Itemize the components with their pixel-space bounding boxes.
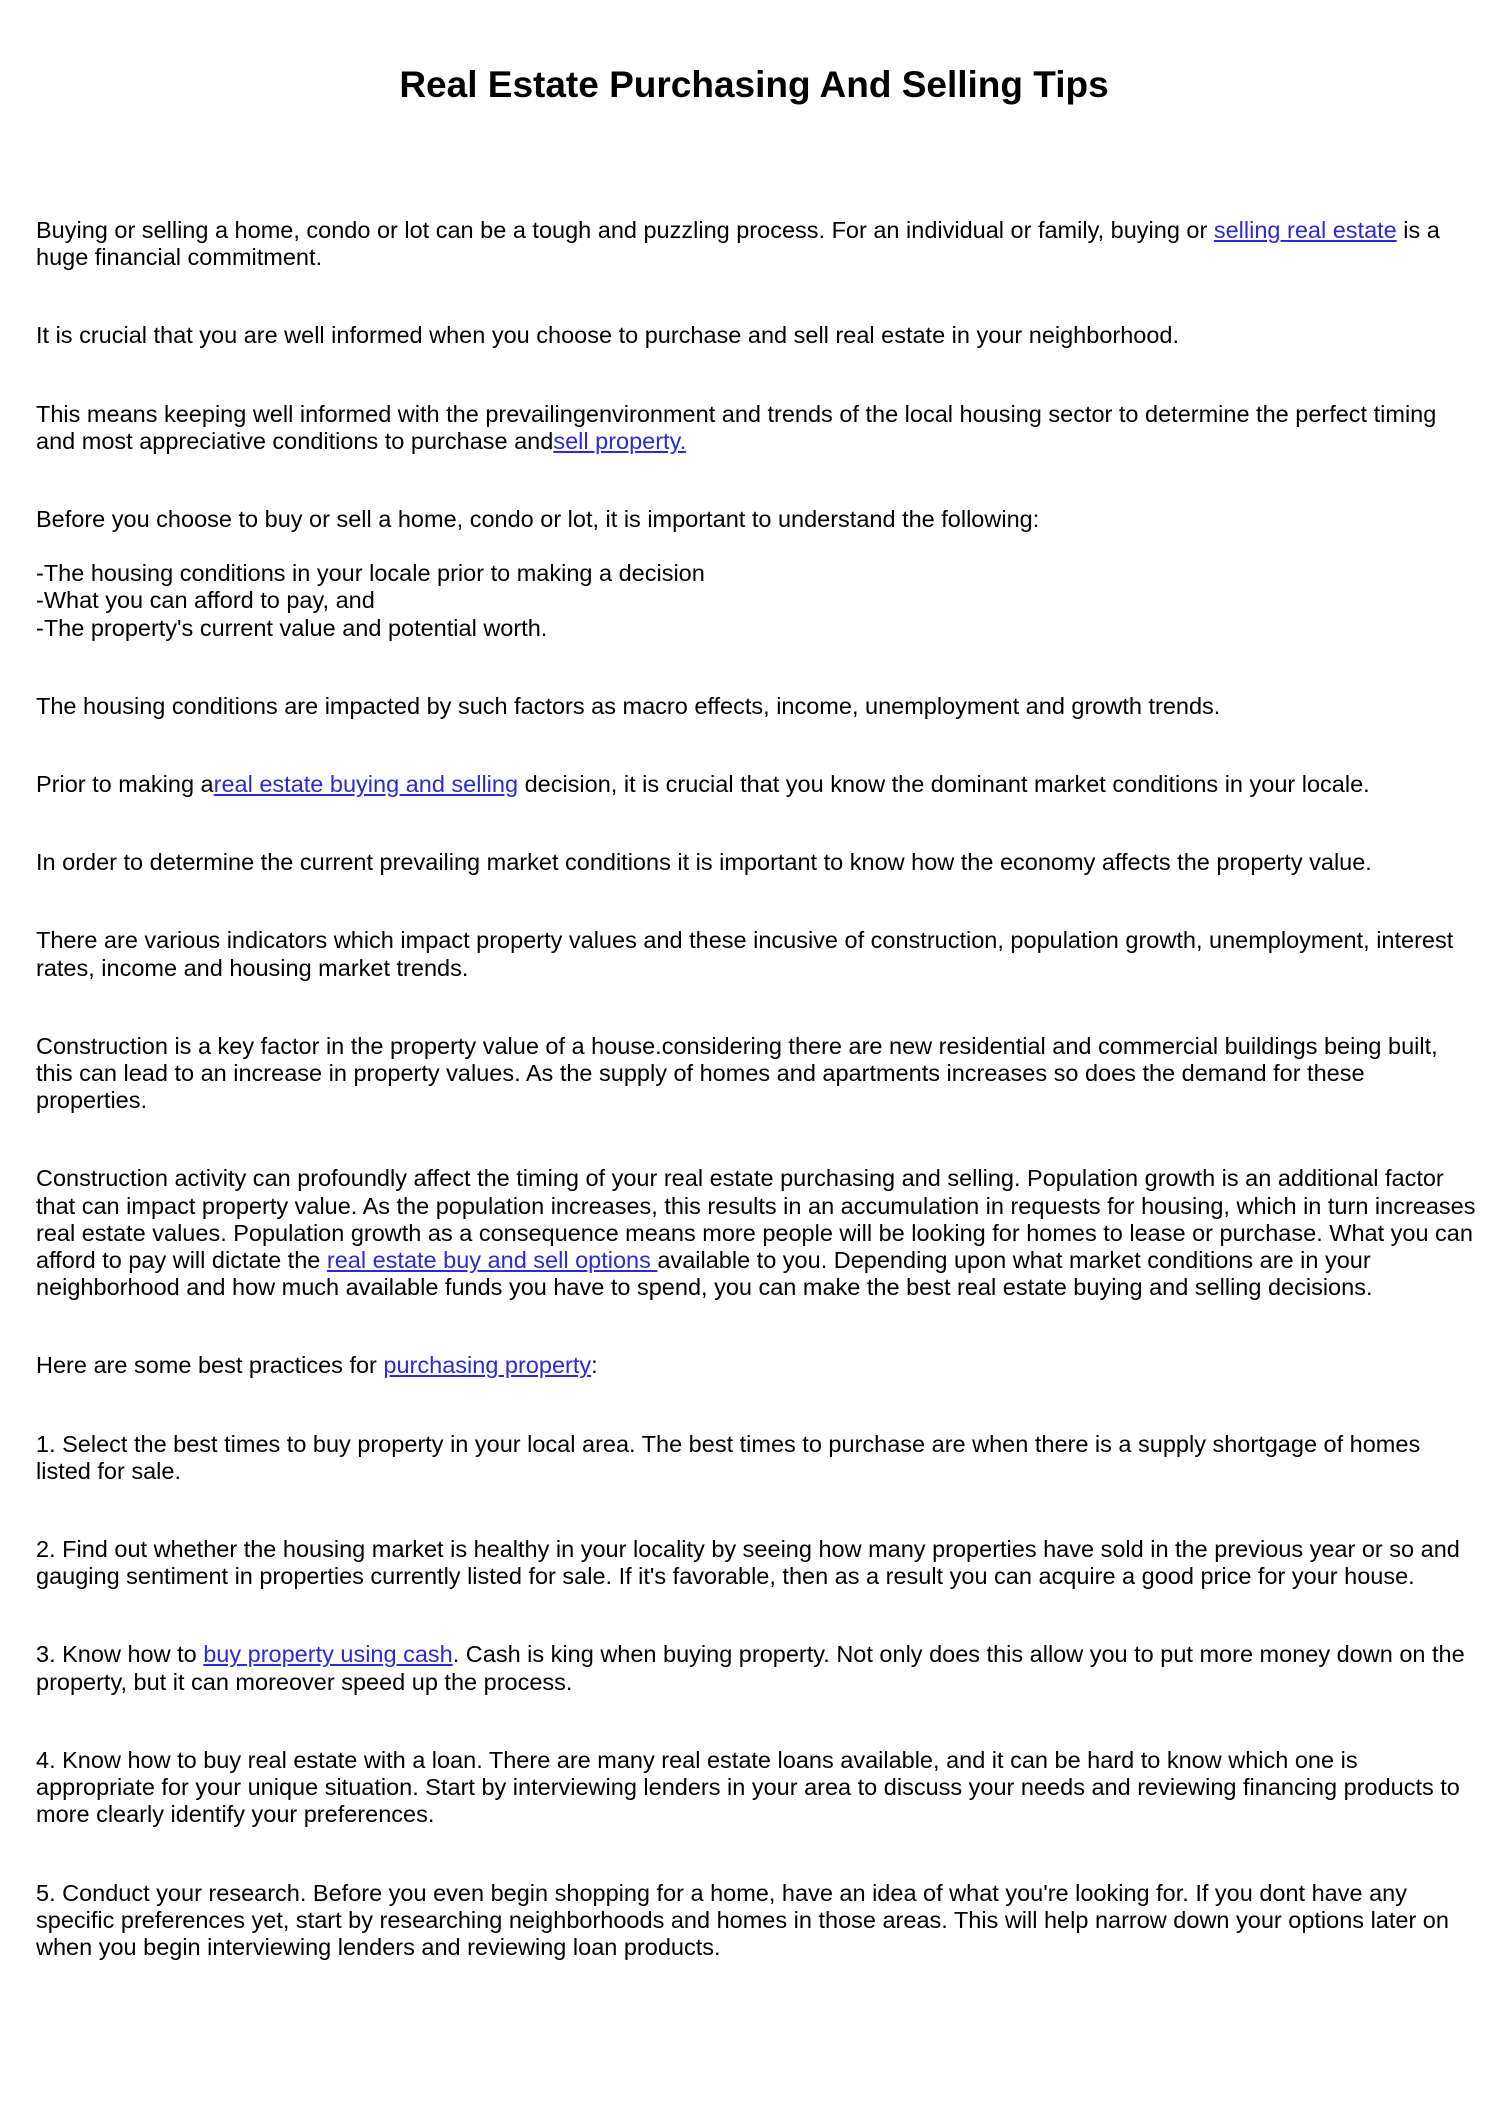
paragraph-trends (36, 401, 1476, 455)
list-item: -The housing conditions in your locale prior to making a decision (36, 560, 705, 587)
paragraph-text: Buying or selling a home, condo or lot can be a tough and puzzling process. For an individual or family, buying or (36, 217, 1214, 243)
paragraph-best-practices (36, 1352, 1476, 1379)
paragraph-text: This means keeping well informed with the prevailingenvironment and trends of the local housing sector to determine the perfect timing and most appreciative conditions to purchase and (36, 400, 1437, 454)
paragraph-intro (36, 217, 1476, 271)
paragraph-text: is a huge financial commitment. (36, 217, 1440, 271)
paragraph-indicators: There are various indicators which impact property values and these incusive of construction, population growth, unemployment, interest rates, income and housing market trends. (36, 927, 1454, 981)
paragraph-housing-conditions: The housing conditions are impacted by such factors as macro effects, income, unemployment and growth trends. (36, 692, 1221, 719)
paragraph-text: : (591, 1352, 598, 1379)
tip-3 (36, 1641, 1476, 1695)
list-item: -The property's current value and potential worth. (36, 614, 548, 641)
paragraph-text: Prior to making a (36, 771, 214, 798)
selling-real-estate-link[interactable]: selling real estate (1213, 217, 1397, 243)
list-item: -What you can afford to pay, and (36, 587, 375, 614)
paragraph-construction-activity (36, 1165, 1476, 1301)
buy-property-cash-link[interactable]: buy property using cash (203, 1641, 453, 1668)
paragraph-text: Here are some best practices for (36, 1352, 384, 1379)
sell-property-link[interactable]: sell property. (553, 427, 687, 454)
real-estate-buying-selling-link[interactable]: real estate buying and selling (213, 771, 519, 798)
considerations-list (36, 560, 1476, 642)
article-body (36, 217, 1476, 2012)
paragraph-prior-decision (36, 771, 1476, 798)
purchasing-property-link[interactable]: purchasing property (383, 1352, 592, 1379)
paragraph-text: available to you. Depending upon what market conditions are in your neighborhood and how much available funds you have to spend, you can make the best real estate buying and selling decisions. (36, 1247, 1373, 1301)
tip-5: 5. Conduct your research. Before you even begin shopping for a home, have an idea of what you're looking for. If you dont have any specific preferences yet, start by researching neighborhoods and homes in those areas. This will help narrow down your options later on when you begin interviewing lenders and reviewing loan products. (36, 1879, 1449, 1960)
tip-1: 1. Select the best times to buy property in your local area. The best times to purchase are when there is a supply shortgage of homes listed for sale. (36, 1430, 1421, 1484)
paragraph-economy: In order to determine the current prevailing market conditions it is important to know how the economy affects the property value. (36, 849, 1372, 876)
paragraph-text: decision, it is crucial that you know the dominant market conditions in your locale. (518, 771, 1370, 798)
paragraph-text: 3. Know how to (36, 1641, 204, 1668)
paragraph-construction: Construction is a key factor in the property value of a house.considering there are new residential and commercial buildings being built, this can lead to an increase in property values. As the supply of homes and apartments increases so does the demand for these properties. (36, 1032, 1438, 1114)
tip-2: 2. Find out whether the housing market is healthy in your locality by seeing how many properties have sold in the previous year or so and gauging sentiment in properties currently listed for sale. If it's favorable, then as a result you can acquire a good price for your house. (36, 1536, 1460, 1590)
paragraph-informed: It is crucial that you are well informed when you choose to purchase and sell real estate in your neighborhood. (36, 322, 1180, 349)
page-title: Real Estate Purchasing And Selling Tips (399, 64, 1109, 105)
paragraph-understand: Before you choose to buy or sell a home, condo or lot, it is important to understand the following: (36, 506, 1040, 533)
tip-4: 4. Know how to buy real estate with a loan. There are many real estate loans available, and it can be hard to know which one is appropriate for your unique situation. Start by interviewing lenders in your area to discuss your needs and reviewing financing products to more clearly identify your preferences. (36, 1746, 1460, 1828)
paragraph-text: . Cash is king when buying property. Not only does this allow you to put more money down on the property, but it can moreover speed up the process. (36, 1641, 1465, 1695)
buy-sell-options-link[interactable]: real estate buy and sell options (326, 1247, 658, 1274)
paragraph-text: Construction activity can profoundly affect the timing of your real estate purchasing and selling. Population growth is an additional factor that can impact property value. As the population increases, this results in an accumulation in requests for housing, which in turn increases real estate values. Population growth as a consequence means more people will be looking for homes to lease or purchase. What you can afford to pay will dictate the (36, 1165, 1476, 1274)
